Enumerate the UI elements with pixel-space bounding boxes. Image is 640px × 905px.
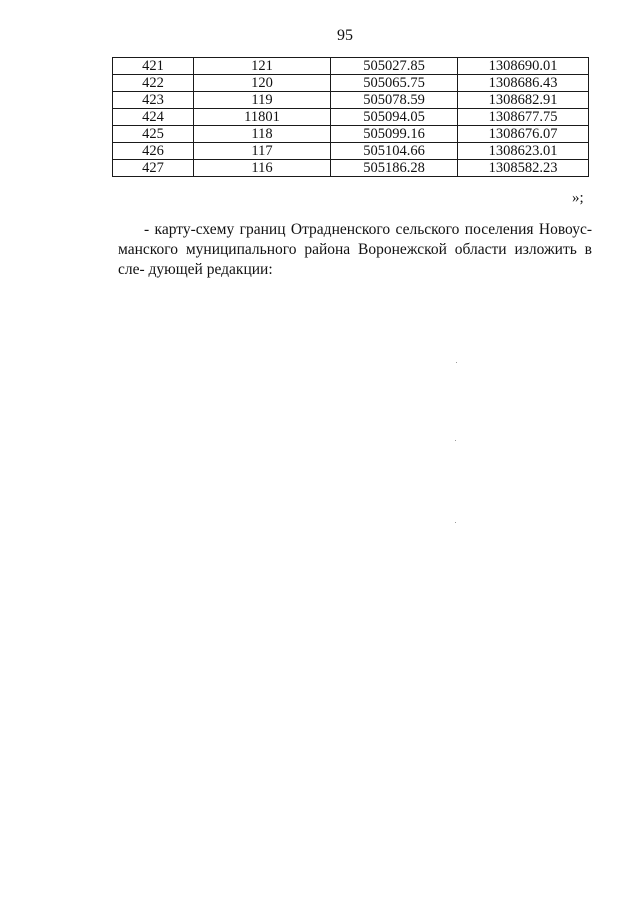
point-number-cell: 426 xyxy=(113,143,194,160)
y-coordinate-cell: 1308686.43 xyxy=(458,75,589,92)
scan-speck xyxy=(455,522,456,523)
x-coordinate-cell: 505104.66 xyxy=(331,143,458,160)
y-coordinate-cell: 1308582.23 xyxy=(458,160,589,177)
x-coordinate-cell: 505186.28 xyxy=(331,160,458,177)
paragraph-line-1: - карту-схему границ Отрадненского сельского поселения Новоус- xyxy=(144,221,592,238)
y-coordinate-cell: 1308677.75 xyxy=(458,109,589,126)
paragraph-line-3: дующей редакции: xyxy=(148,261,273,278)
scan-speck xyxy=(455,440,456,441)
point-id-cell: 121 xyxy=(194,58,331,75)
amendment-paragraph xyxy=(118,220,592,280)
coordinates-table xyxy=(112,57,589,177)
point-id-cell: 120 xyxy=(194,75,331,92)
y-coordinate-cell: 1308690.01 xyxy=(458,58,589,75)
table-row xyxy=(113,75,589,92)
x-coordinate-cell: 505027.85 xyxy=(331,58,458,75)
y-coordinate-cell: 1308682.91 xyxy=(458,92,589,109)
point-number-cell: 422 xyxy=(113,75,194,92)
table-row xyxy=(113,126,589,143)
point-id-cell: 11801 xyxy=(194,109,331,126)
table-row xyxy=(113,92,589,109)
x-coordinate-cell: 505094.05 xyxy=(331,109,458,126)
scan-speck xyxy=(456,362,457,363)
point-number-cell: 421 xyxy=(113,58,194,75)
point-number-cell: 425 xyxy=(113,126,194,143)
point-number-cell: 424 xyxy=(113,109,194,126)
point-number-cell: 423 xyxy=(113,92,194,109)
point-id-cell: 118 xyxy=(194,126,331,143)
table-row xyxy=(113,58,589,75)
page-number: 95 xyxy=(337,27,353,44)
y-coordinate-cell: 1308623.01 xyxy=(458,143,589,160)
closing-quote-mark: »; xyxy=(572,190,584,206)
x-coordinate-cell: 505078.59 xyxy=(331,92,458,109)
point-id-cell: 119 xyxy=(194,92,331,109)
x-coordinate-cell: 505065.75 xyxy=(331,75,458,92)
point-id-cell: 117 xyxy=(194,143,331,160)
paragraph-line-2: манского муниципального района Воронежской области изложить в сле- xyxy=(118,241,592,278)
point-id-cell: 116 xyxy=(194,160,331,177)
table-row xyxy=(113,160,589,177)
y-coordinate-cell: 1308676.07 xyxy=(458,126,589,143)
table-row xyxy=(113,143,589,160)
coordinates-table-body xyxy=(113,58,589,177)
table-row xyxy=(113,109,589,126)
point-number-cell: 427 xyxy=(113,160,194,177)
x-coordinate-cell: 505099.16 xyxy=(331,126,458,143)
